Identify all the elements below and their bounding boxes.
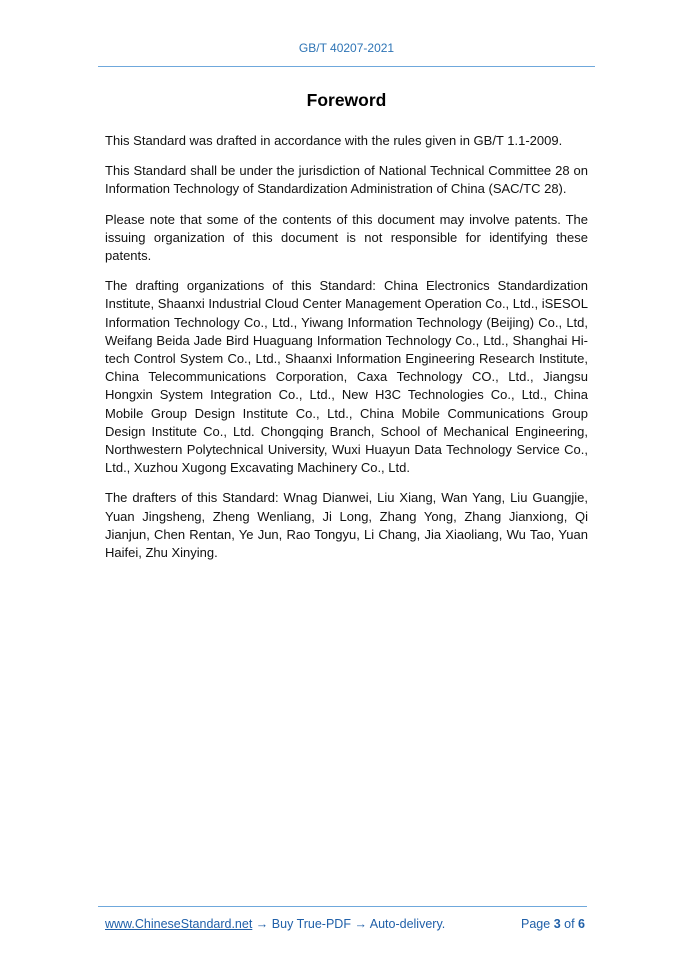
page-current: 3 (553, 917, 561, 931)
arrow-right-icon: → (255, 917, 269, 931)
paragraph-drafting-organizations: The drafting organizations of this Standard: China Electronics Standardization Institute, Shaanxi Industrial Cloud Center Management Operation Co., Ltd., iSESOL Information Technology Co., Ltd., Yiwang Information Technology (Beijing) Co., Ltd, Weifang Beida Jade Bird Huaguang Information Technology Co., Ltd., Shanghai Hi-tech Control System Co., Ltd., Shaanxi Information Engineering Research Institute, China Telecommunications Corporation, Caxa Technology CO., Ltd., Jiangsu Hongxin System Integration Co., Ltd., New H3C Technologies Co., Ltd., China Mobile Group Design Institute Co., Ltd., China Mobile Communications Group Design Institute Co., Ltd. Chongqing Branch, School of Mechanical Engineering, Northwestern Polytechnical University, Wuxi Huayun Data Technology Service Co., Ltd., Xuzhou Xugong Excavating Machinery Co., Ltd. (105, 278, 588, 476)
document-body (105, 88, 588, 562)
page-total: 6 (578, 917, 585, 931)
footer-promo (105, 915, 445, 933)
page-footer (105, 915, 585, 933)
page-header (98, 36, 595, 67)
arrow-right-icon: → (354, 917, 367, 931)
paragraph-patents-notice: Please note that some of the contents of this document may involve patents. The issuing organization of this document is not responsible for identifying these patents. (105, 211, 588, 264)
page-of-label: of (564, 917, 575, 931)
page-title: Foreword (306, 90, 387, 110)
buy-pdf-text: Buy True-PDF (271, 917, 351, 931)
page-label: Page (521, 917, 551, 931)
standard-code: GB/T 40207-2021 (298, 41, 395, 55)
paragraph-jurisdiction: This Standard shall be under the jurisdiction of National Technical Committee 28 on Information Technology of Standardization Administration of China (SAC/TC 28). (105, 163, 588, 197)
auto-delivery-text: Auto-delivery. (369, 917, 446, 931)
footer-divider (98, 906, 587, 907)
website-link[interactable]: www.ChineseStandard.net (105, 917, 253, 931)
paragraph-drafting-rules: This Standard was drafted in accordance with the rules given in GB/T 1.1-2009. (105, 133, 563, 148)
page-number (521, 915, 585, 933)
paragraph-drafters: The drafters of this Standard: Wnag Dianwei, Liu Xiang, Wan Yang, Liu Guangjie, Yuan Jingsheng, Zheng Wenliang, Ji Long, Zhang Yong, Zhang Jianxiong, Qi Jianjun, Chen Rentan, Ye Jun, Rao Tongyu, Li Chang, Jia Xiaoliang, Wu Tao, Yuan Haifei, Zhu Xinying. (105, 490, 588, 561)
